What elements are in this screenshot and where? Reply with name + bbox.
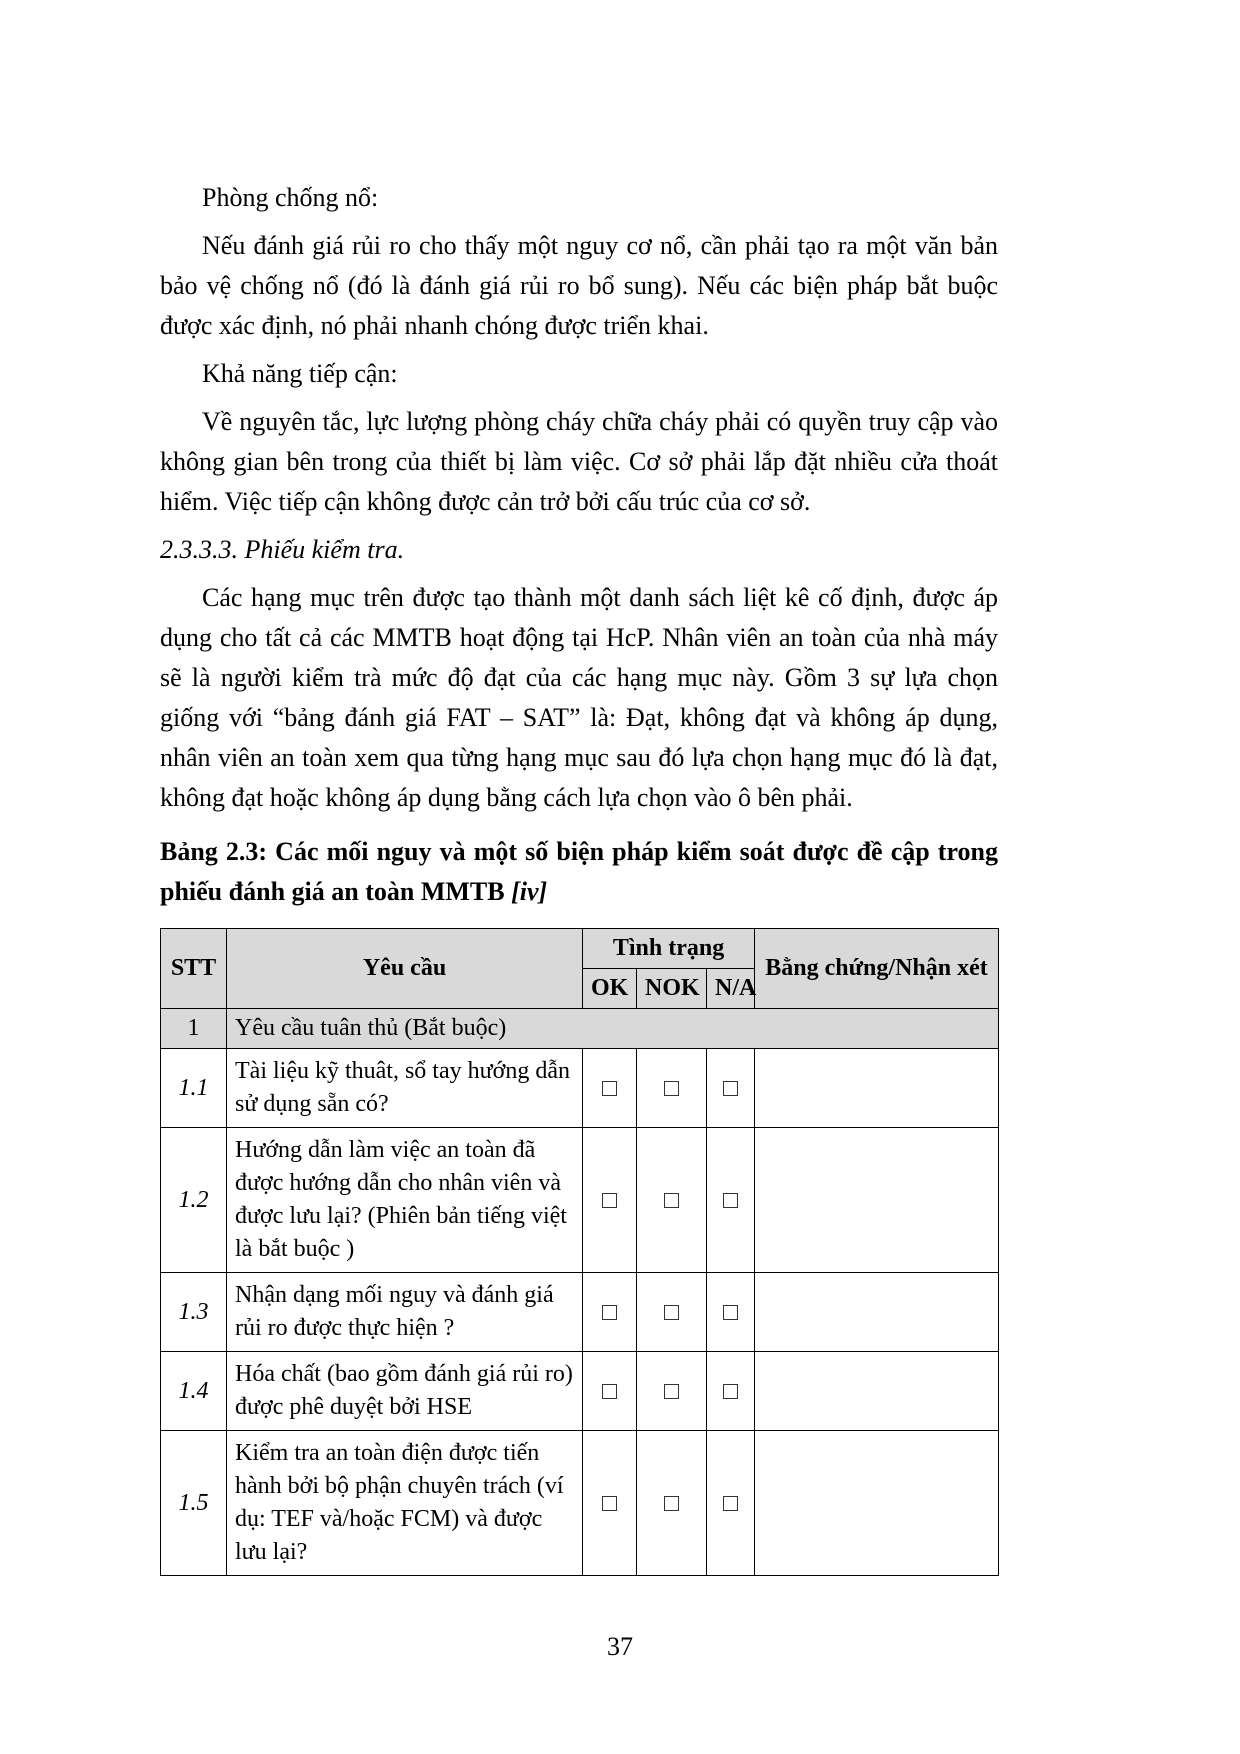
- table-row: [161, 1049, 999, 1128]
- checkbox-unchecked-icon: [664, 1193, 679, 1208]
- table-section-row: [161, 1009, 999, 1049]
- ok-cell: [583, 1431, 637, 1576]
- evidence-cell: [755, 1049, 999, 1128]
- checkbox-unchecked-icon: [723, 1193, 738, 1208]
- paragraph-phong-chong-no: Phòng chống nổ:: [202, 183, 379, 212]
- column-header-ok: OK: [583, 969, 637, 1009]
- evidence-cell: [755, 1431, 999, 1576]
- safety-checklist-table: [160, 928, 999, 1576]
- row-stt: 1.2: [161, 1128, 227, 1273]
- paragraph-cac-hang-muc: Các hạng mục trên được tạo thành một danh sách liệt kê cố định, được áp dụng cho tất cả các MMTB hoạt động tại HcP. Nhân viên an toàn của nhà máy sẽ là người kiểm trà mức độ đạt của các hạng mục này. Gồm 3 sự lựa chọn giống với “bảng đánh giá FAT – SAT” là: Đạt, không đạt và không áp dụng, nhân viên an toàn xem qua từng hạng mục sau đó lựa chọn hạng mục đó là đạt, không đạt hoặc không áp dụng bằng cách lựa chọn vào ô bên phải.: [160, 583, 998, 812]
- checkbox-unchecked-icon: [664, 1384, 679, 1399]
- checkbox-unchecked-icon: [602, 1193, 617, 1208]
- evidence-cell: [755, 1128, 999, 1273]
- row-stt: 1.4: [161, 1352, 227, 1431]
- section-heading: 2.3.3.3. Phiếu kiểm tra.: [160, 535, 405, 564]
- row-requirement: Tài liệu kỹ thuât, sổ tay hướng dẫn sử dụng sẵn có?: [227, 1049, 583, 1128]
- evidence-cell: [755, 1273, 999, 1352]
- na-cell: [707, 1273, 755, 1352]
- paragraph-danh-gia-rui-ro: Nếu đánh giá rủi ro cho thấy một nguy cơ nổ, cần phải tạo ra một văn bản bảo vệ chống nổ (đó là đánh giá rủi ro bổ sung). Nếu các biện pháp bắt buộc được xác định, nó phải nhanh chóng được triển khai.: [160, 231, 998, 340]
- na-cell: [707, 1431, 755, 1576]
- table-row: [161, 1273, 999, 1352]
- column-header-nok: NOK: [637, 969, 707, 1009]
- nok-cell: [637, 1049, 707, 1128]
- ok-cell: [583, 1273, 637, 1352]
- checkbox-unchecked-icon: [664, 1081, 679, 1096]
- table-header-row: [161, 929, 999, 969]
- table-row: [161, 1431, 999, 1576]
- nok-cell: [637, 1431, 707, 1576]
- na-cell: [707, 1128, 755, 1273]
- checkbox-unchecked-icon: [723, 1305, 738, 1320]
- row-requirement: Hướng dẫn làm việc an toàn đã được hướng dẫn cho nhân viên và được lưu lại? (Phiên bản tiếng việt là bắt buộc ): [227, 1128, 583, 1273]
- checkbox-unchecked-icon: [723, 1384, 738, 1399]
- column-header-tinh-trang: Tình trạng: [583, 929, 755, 969]
- evidence-cell: [755, 1352, 999, 1431]
- row-stt: 1.3: [161, 1273, 227, 1352]
- paragraph-nguyen-tac: Về nguyên tắc, lực lượng phòng cháy chữa cháy phải có quyền truy cập vào không gian bên trong của thiết bị làm việc. Cơ sở phải lắp đặt nhiều cửa thoát hiểm. Việc tiếp cận không được cản trở bởi cấu trúc của cơ sở.: [160, 407, 998, 516]
- column-header-yeu-cau: Yêu cầu: [227, 929, 583, 1009]
- page-content: [160, 178, 998, 1576]
- row-requirement: Hóa chất (bao gồm đánh giá rủi ro) được phê duyệt bởi HSE: [227, 1352, 583, 1431]
- section-label: Yêu cầu tuân thủ (Bắt buộc): [227, 1009, 999, 1049]
- table-caption-text: Bảng 2.3: Các mối nguy và một số biện pháp kiểm soát được đề cập trong phiếu đánh giá an toàn MMTB: [160, 837, 998, 906]
- checkbox-unchecked-icon: [723, 1081, 738, 1096]
- checkbox-unchecked-icon: [602, 1384, 617, 1399]
- checkbox-unchecked-icon: [602, 1496, 617, 1511]
- checkbox-unchecked-icon: [723, 1496, 738, 1511]
- nok-cell: [637, 1273, 707, 1352]
- row-requirement: Kiểm tra an toàn điện được tiến hành bởi bộ phận chuyên trách (ví dụ: TEF và/hoặc FCM) và được lưu lại?: [227, 1431, 583, 1576]
- ok-cell: [583, 1128, 637, 1273]
- column-header-bang-chung: Bằng chứng/Nhận xét: [755, 929, 999, 1009]
- checkbox-unchecked-icon: [664, 1305, 679, 1320]
- column-header-na: N/A: [707, 969, 755, 1009]
- ok-cell: [583, 1049, 637, 1128]
- checkbox-unchecked-icon: [602, 1305, 617, 1320]
- row-stt: 1.5: [161, 1431, 227, 1576]
- nok-cell: [637, 1352, 707, 1431]
- na-cell: [707, 1049, 755, 1128]
- table-caption: [160, 832, 998, 912]
- row-requirement: Nhận dạng mối nguy và đánh giá rủi ro được thực hiện ?: [227, 1273, 583, 1352]
- table-row: [161, 1128, 999, 1273]
- table-row: [161, 1352, 999, 1431]
- column-header-stt: STT: [161, 929, 227, 1009]
- table-caption-reference: [iv]: [511, 877, 548, 906]
- section-number: 1: [161, 1009, 227, 1049]
- checkbox-unchecked-icon: [664, 1496, 679, 1511]
- nok-cell: [637, 1128, 707, 1273]
- ok-cell: [583, 1352, 637, 1431]
- checkbox-unchecked-icon: [602, 1081, 617, 1096]
- row-stt: 1.1: [161, 1049, 227, 1128]
- na-cell: [707, 1352, 755, 1431]
- paragraph-kha-nang-tiep-can: Khả năng tiếp cận:: [202, 359, 398, 388]
- page-number: 37: [607, 1632, 633, 1661]
